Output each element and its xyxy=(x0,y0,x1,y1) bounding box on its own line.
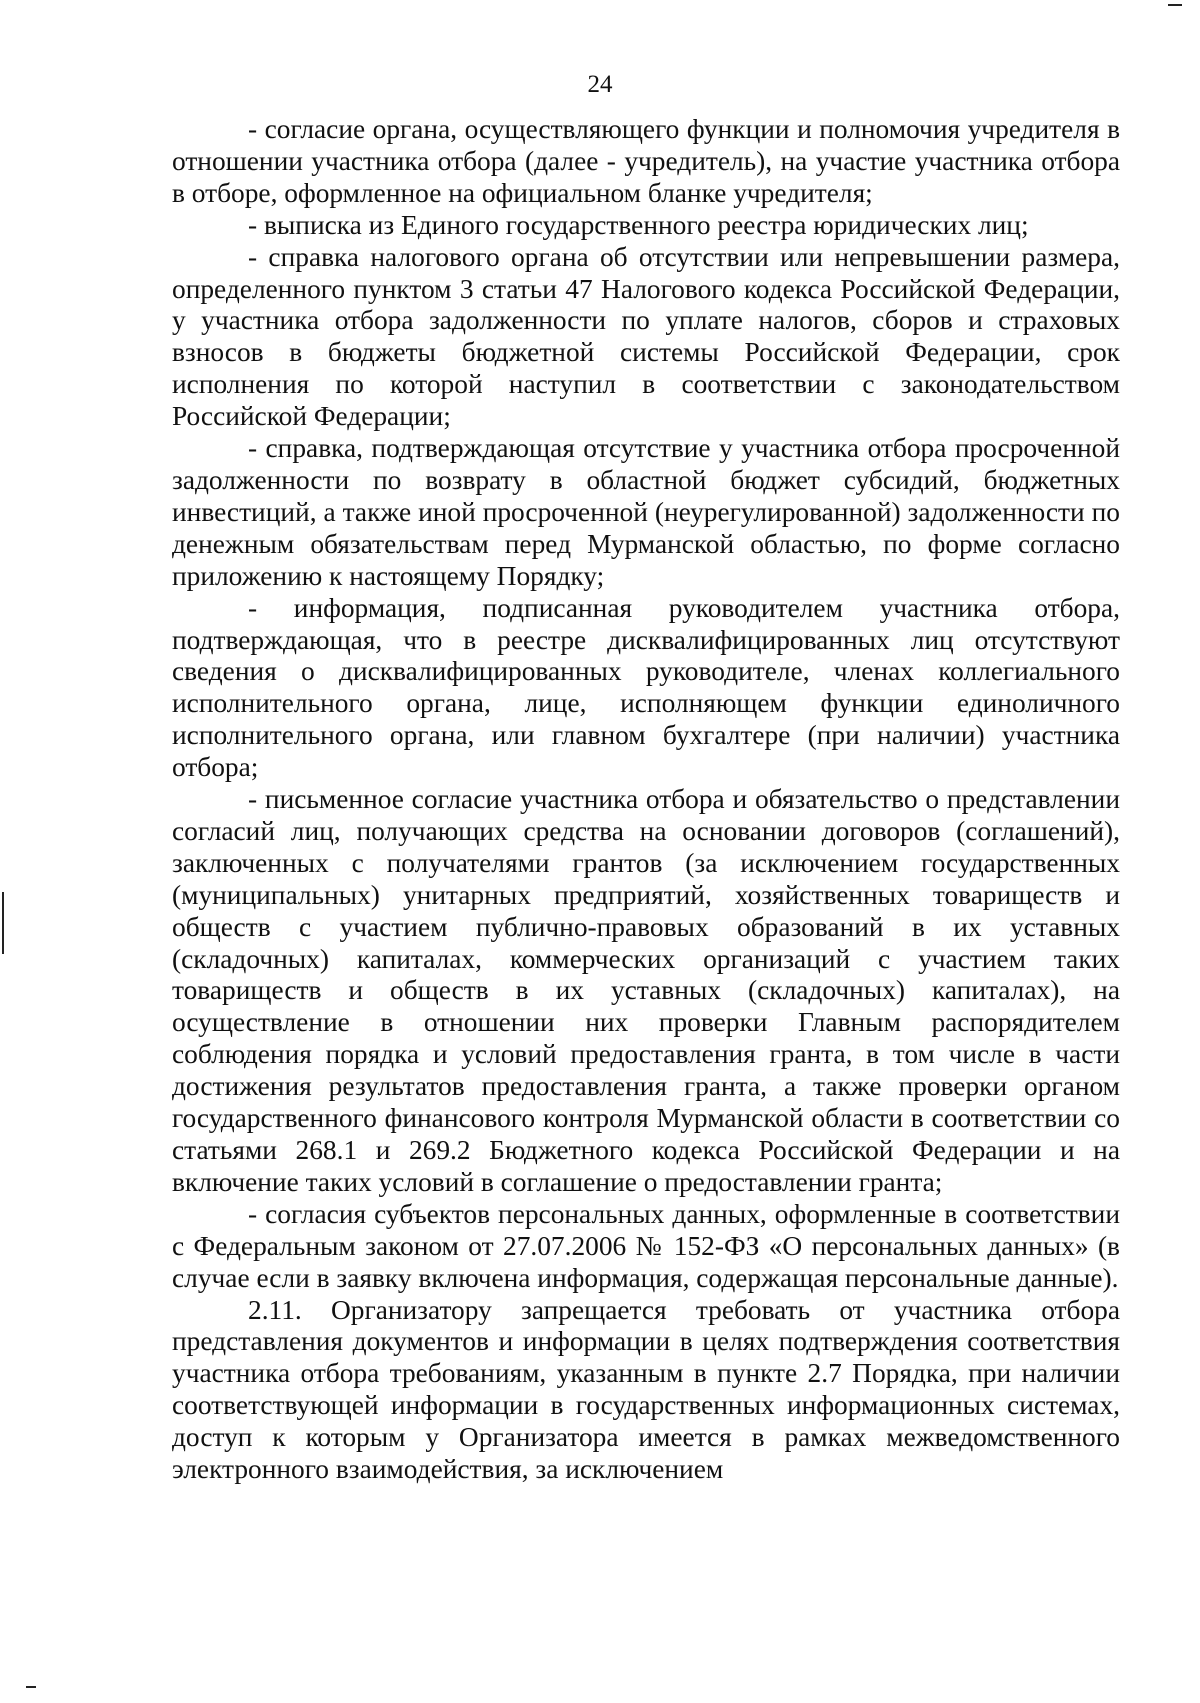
scan-corner-mark xyxy=(1168,4,1182,6)
scan-bottom-mark xyxy=(26,1686,36,1688)
paragraph-disqualified-persons: - информация, подписанная руководителем участника отбора, подтверждающая, что в реестре дисквалифицированных лиц отсутствуют сведения о дисквалифицированных руководителе, членах коллегиального исполнительного органа, лице, исполняющем функции единоличного исполнительного органа, или главном бухгалтере (при наличии) участника отбора; xyxy=(172,592,1120,783)
paragraph-registry-extract: - выписка из Единого государственного реестра юридических лиц; xyxy=(248,209,1029,240)
paragraph-tax-certificate: - справка налогового органа об отсутствии или непревышении размера, определенного пунктом 3 статьи 47 Налогового кодекса Российской Федерации, у участника отбора задолженности по уплате налогов, сборов и страховых взносов в бюджеты бюджетной системы Российской Федерации, срок исполнения по которой наступил в соответствии с законодательством Российской Федерации; xyxy=(172,241,1120,432)
document-body xyxy=(172,114,1120,1486)
paragraph-founder-consent: - согласие органа, осуществляющего функции и полномочия учредителя в отношении участника отбора (далее - учредитель), на участие участника отбора в отборе, оформленное на официальном бланке учредителя; xyxy=(172,114,1120,208)
page-number: 24 xyxy=(587,71,613,98)
scan-margin-mark xyxy=(2,892,4,954)
paragraph-personal-data-consent: - согласия субъектов персональных данных, оформленные в соответствии с Федеральным законом от 27.07.2006 № 152-ФЗ «О персональных данных» (в случае если в заявку включена информация, содержащая персональные данные). xyxy=(172,1198,1120,1293)
paragraph-section-2-11: 2.11. Организатору запрещается требовать от участника отбора представления документов и информации в целях подтверждения соответствия участника отбора требованиям, указанным в пункте 2.7 Порядка, при наличии соответствующей информации в государственных информационных системах, доступ к которым у Организатора имеется в рамках межведомственного электронного взаимодействия, за исключением xyxy=(172,1294,1120,1485)
paragraph-written-consent: - письменное согласие участника отбора и обязательство о представлении согласий лиц, получающих средства на основании договоров (соглашений), заключенных с получателями грантов (за исключением государственных (муниципальных) унитарных предприятий, хозяйственных товариществ и обществ с участием публично-правовых образований в их уставных (складочных) капиталах, коммерческих организаций с участием таких товариществ и обществ в их уставных (складочных) капиталах), на осуществление в отношении них проверки Главным распорядителем соблюдения порядка и условий предоставления гранта, в том числе в части достижения результатов предоставления гранта, а также проверки органом государственного финансового контроля Мурманской области в соответствии со статьями 268.1 и 269.2 Бюджетного кодекса Российской Федерации и на включение таких условий в соглашение о предоставлении гранта; xyxy=(172,784,1120,1197)
paragraph-debt-certificate: - справка, подтверждающая отсутствие у участника отбора просроченной задолженности по возврату в областной бюджет субсидий, бюджетных инвестиций, а также иной просроченной (неурегулированной) задолженности по денежным обязательствам перед Мурманской областью, по форме согласно приложению к настоящему Порядку; xyxy=(172,433,1120,591)
